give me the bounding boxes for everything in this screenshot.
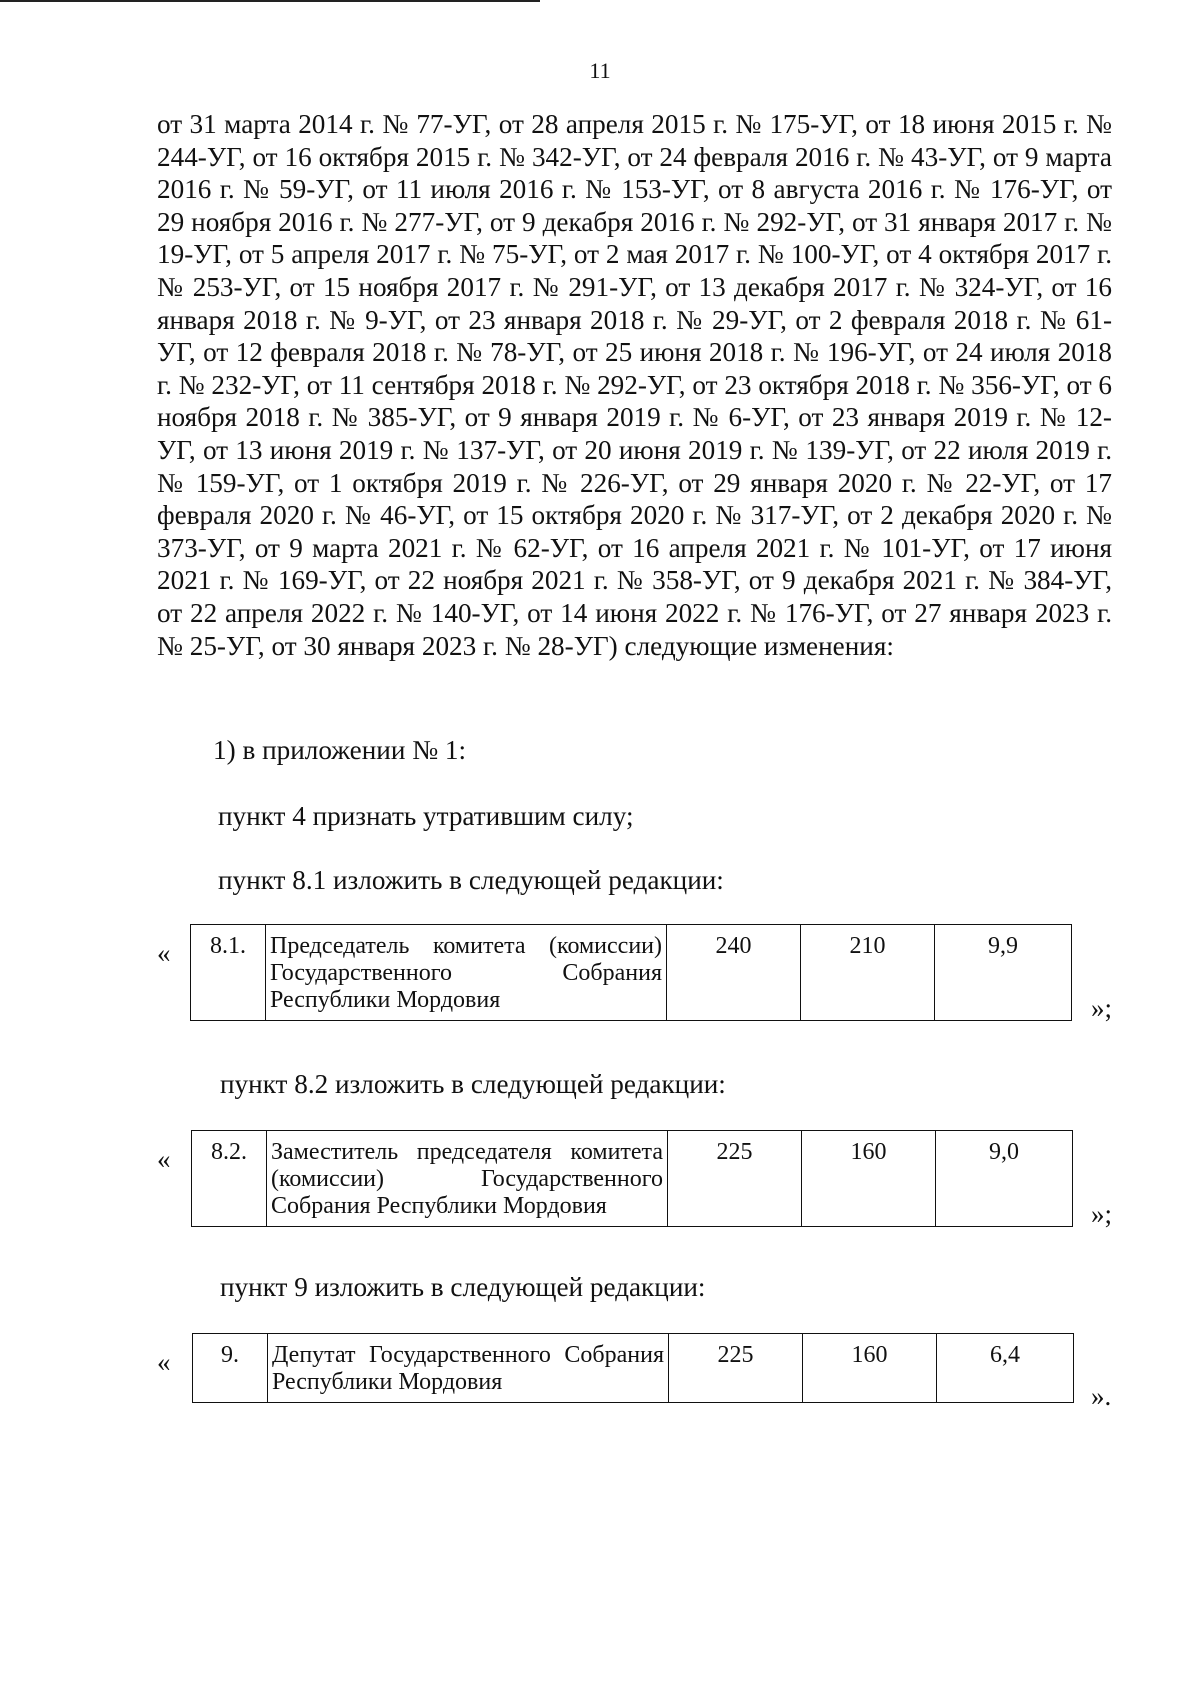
cell-number: 8.1. — [191, 925, 266, 1021]
page-number: 11 — [589, 58, 611, 83]
amendment-9 — [157, 1333, 1122, 1420]
point-8-1-intro: пункт 8.1 изложить в следующей редакции: — [218, 865, 724, 895]
cell-number: 9. — [193, 1334, 268, 1403]
intro-paragraph: от 31 марта 2014 г. № 77-УГ, от 28 апреля 2015 г. № 175-УГ, от 18 июня 2015 г. № 244-УГ, от 16 октября 2015 г. № 342-УГ, от 24 февраля 2016 г. № 43-УГ, от 9 марта 2016 г. № 59-УГ, от 11 июля 2016 г. № 153-УГ, от 8 августа 2016 г. № 176-УГ, от 29 ноября 2016 г. № 277-УГ, от 9 декабря 2016 г. № 292-УГ, от 31 января 2017 г. № 19-УГ, от 5 апреля 2017 г. № 75-УГ, от 2 мая 2017 г. № 100-УГ, от 4 октября 2017 г. № 253-УГ, от 15 ноября 2017 г. № 291-УГ, от 13 декабря 2017 г. № 324-УГ, от 16 января 2018 г. № 9-УГ, от 23 января 2018 г. № 29-УГ, от 2 февраля 2018 г. № 61-УГ, от 12 февраля 2018 г. № 78-УГ, от 25 июня 2018 г. № 196-УГ, от 24 июля 2018 г. № 232-УГ, от 11 сентября 2018 г. № 292-УГ, от 23 октября 2018 г. № 356-УГ, от 6 ноября 2018 г. № 385-УГ, от 9 января 2019 г. № 6-УГ, от 23 января 2019 г. № 12-УГ, от 13 июня 2019 г. № 137-УГ, от 20 июня 2019 г. № 139-УГ, от 22 июля 2019 г. № 159-УГ, от 1 октября 2019 г. № 226-УГ, от 29 января 2020 г. № 22-УГ, от 17 февраля 2020 г. № 46-УГ, от 15 октября 2020 г. № 317-УГ, от 2 декабря 2020 г. № 373-УГ, от 9 марта 2021 г. № 62-УГ, от 16 апреля 2021 г. № 101-УГ, от 17 июня 2021 г. № 169-УГ, от 22 ноября 2021 г. № 358-УГ, от 9 декабря 2021 г. № 384-УГ, от 22 апреля 2022 г. № 140-УГ, от 14 июня 2022 г. № 176-УГ, от 27 января 2023 г. № 25-УГ, от 30 января 2023 г. № 28-УГ) следующие изменения: — [157, 109, 1112, 661]
cell-value-3: 9,9 — [935, 925, 1072, 1021]
table-row — [191, 925, 1072, 1021]
cell-position-name: Депутат Государственного Собрания Республики Мордовия — [268, 1334, 669, 1403]
cell-number: 8.2. — [192, 1131, 267, 1227]
quote-open-mark: « — [157, 1347, 171, 1377]
cell-value-1: 225 — [668, 1131, 802, 1227]
cell-value-1: 225 — [669, 1334, 803, 1403]
amendment-table-9 — [192, 1333, 1074, 1403]
top-edge-rule — [0, 0, 540, 2]
cell-value-2: 160 — [803, 1334, 937, 1403]
cell-value-1: 240 — [667, 925, 801, 1021]
amendment-table-8-2 — [191, 1130, 1073, 1227]
cell-value-2: 160 — [802, 1131, 936, 1227]
quote-open-mark: « — [157, 1144, 171, 1174]
amendment-table-8-1 — [190, 924, 1072, 1021]
amendment-8-1 — [157, 924, 1122, 1032]
point-4-text: пункт 4 признать утратившим силу; — [218, 801, 634, 831]
quote-close-mark: »; — [1091, 1199, 1113, 1229]
cell-position-name: Председатель комитета (комиссии) Государственного Собрания Республики Мордовия — [266, 925, 667, 1021]
point-9-intro: пункт 9 изложить в следующей редакции: — [220, 1272, 706, 1302]
quote-open-mark: « — [157, 938, 171, 968]
cell-value-2: 210 — [801, 925, 935, 1021]
table-row — [192, 1131, 1073, 1227]
amendment-8-2 — [157, 1130, 1122, 1238]
quote-close-mark: ». — [1091, 1381, 1112, 1411]
quote-close-mark: »; — [1091, 993, 1113, 1023]
cell-position-name: Заместитель председателя комитета (комиссии) Государственного Собрания Республики Мордовия — [267, 1131, 668, 1227]
cell-value-3: 6,4 — [937, 1334, 1074, 1403]
item-1-text: 1) в приложении № 1: — [213, 735, 467, 765]
point-8-2-intro: пункт 8.2 изложить в следующей редакции: — [220, 1069, 726, 1099]
cell-value-3: 9,0 — [936, 1131, 1073, 1227]
table-row — [193, 1334, 1074, 1403]
